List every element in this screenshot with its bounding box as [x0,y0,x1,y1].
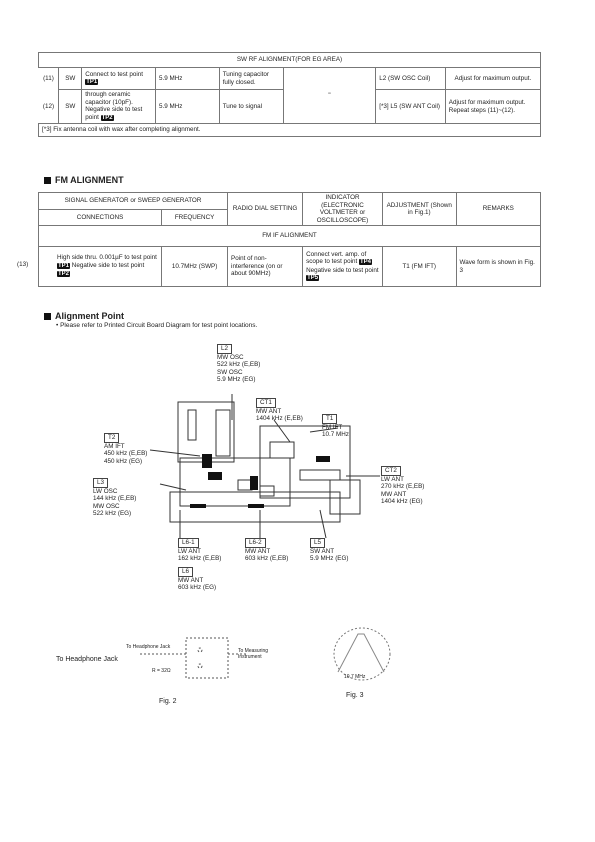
fm-indicator-cell: Connect vert. amp. of scope to test point TP4 Negative side to test point TP5 [303,247,383,287]
remarks-header: REMARKS [456,193,540,226]
adjustment-header: ADJUSTMENT (Shown in Fig.1) [382,193,456,226]
fm-remarks-cell: Wave form is shown in Fig. 3 [456,247,540,287]
indicator-header: INDICATOR (ELECTRONIC VOLTMETER or OSCILLOSCOPE) [303,193,383,226]
remarks-cell: Adjust for maximum output. [445,68,540,90]
l6-2-label: L6-2 MW ANT 603 kHz (E,EB) [245,539,289,562]
sw-rf-alignment-table [38,52,541,137]
fig3-freq: 10.7 MHz [344,674,366,680]
t1-label: T1 FM IFT 10.7 MHz [322,415,349,438]
connections-header: CONNECTIONS [39,209,162,226]
fm-if-section: FM IF ALIGNMENT [39,226,541,247]
row-num: (11) [43,75,54,82]
indicator-cell: " [283,68,376,124]
radio-dial-header: RADIO DIAL SETTING [228,193,303,226]
fig2-circuit [140,630,250,690]
fm-alignment-table [17,192,541,287]
dial-cell: Tune to signal [219,90,283,124]
fm-connection-cell: (13) High side thru. 0.001µF to test point TP1 Negative side to test point TP2 [39,247,162,287]
frequency-header: FREQUENCY [162,209,228,226]
l5-label: L5 SW ANT 5.9 MHz (EG) [310,539,349,562]
l6-1-label: L6-1 LW ANT 162 kHz (E,EB) [178,539,222,562]
ct2-label: CT2 LW ANT 270 kHz (E,EB) MW ANT 1404 kHz (EG) [381,467,425,505]
sw-table-note: [*3] Fix antenna coil with wax after completing alignment. [39,124,541,137]
band-cell: SW [59,68,82,90]
l2-label: L2 MW OSC 522 kHz (E,EB) SW OSC 5.9 MHz (EG) [217,345,261,383]
fm-adjust-cell: T1 (FM IFT) [382,247,456,287]
freq-cell: 5.9 MHz [156,90,220,124]
connection-cell: Connect to test point TP1 [82,68,156,90]
dial-cell: Tuning capacitor fully closed. [219,68,283,90]
sig-gen-header: SIGNAL GENERATOR or SWEEP GENERATOR [39,193,228,210]
bullet-square-icon [44,177,51,184]
alignment-note: • Please refer to Printed Circuit Board Diagram for test point locations. [56,322,258,329]
l3-label: L3 LW OSC 144 kHz (E,EB) MW OSC 522 kHz (EG) [93,479,137,517]
alignment-point-heading: Alignment Point [44,311,124,321]
fig2-caption: Fig. 2 [159,698,177,705]
band-cell: SW [59,90,82,124]
fig2-resistor: R = 32Ω [152,668,171,674]
fig3 [320,624,410,710]
remarks-cell: Adjust for maximum output. Repeat steps (11)~(12). [445,90,540,124]
fig3-caption: Fig. 3 [346,692,364,699]
fm-dial-cell: Point of non-interference (on or about 90MHz) [228,247,303,287]
fig2-headphone-jack-small: To Headphone Jack [126,644,171,650]
pcb-board-center [180,458,290,506]
adjust-cell: L2 (SW OSC Coil) [376,68,446,90]
fm-alignment-heading: FM ALIGNMENT [44,175,124,185]
fig2 [50,630,290,710]
adjust-cell: [*3] L5 (SW ANT Coil) [376,90,446,124]
l6-label: L6 MW ANT 603 kHz (EG) [178,568,217,591]
fm-freq-cell: 10.7MHz (SWP) [162,247,228,287]
t2-label: T2 AM IFT 450 kHz (E,EB) 450 kHz (EG) [104,434,148,465]
fig2-measuring-instrument: To Measuring Instrument [238,648,269,660]
connection-cell: through ceramic capacitor (10pF). Negative side to test point TP2 [82,90,156,124]
pcb-board-left [178,402,234,462]
fig2-headphone-jack: To Headphone Jack [56,656,118,663]
freq-cell: 5.9 MHz [156,68,220,90]
bullet-square-icon [44,313,51,320]
row-num: (12) [42,102,55,110]
sw-table-title: SW RF ALIGNMENT(FOR EG AREA) [39,53,541,68]
ct1-label: CT1 MW ANT 1404 kHz (E,EB) [256,399,303,422]
